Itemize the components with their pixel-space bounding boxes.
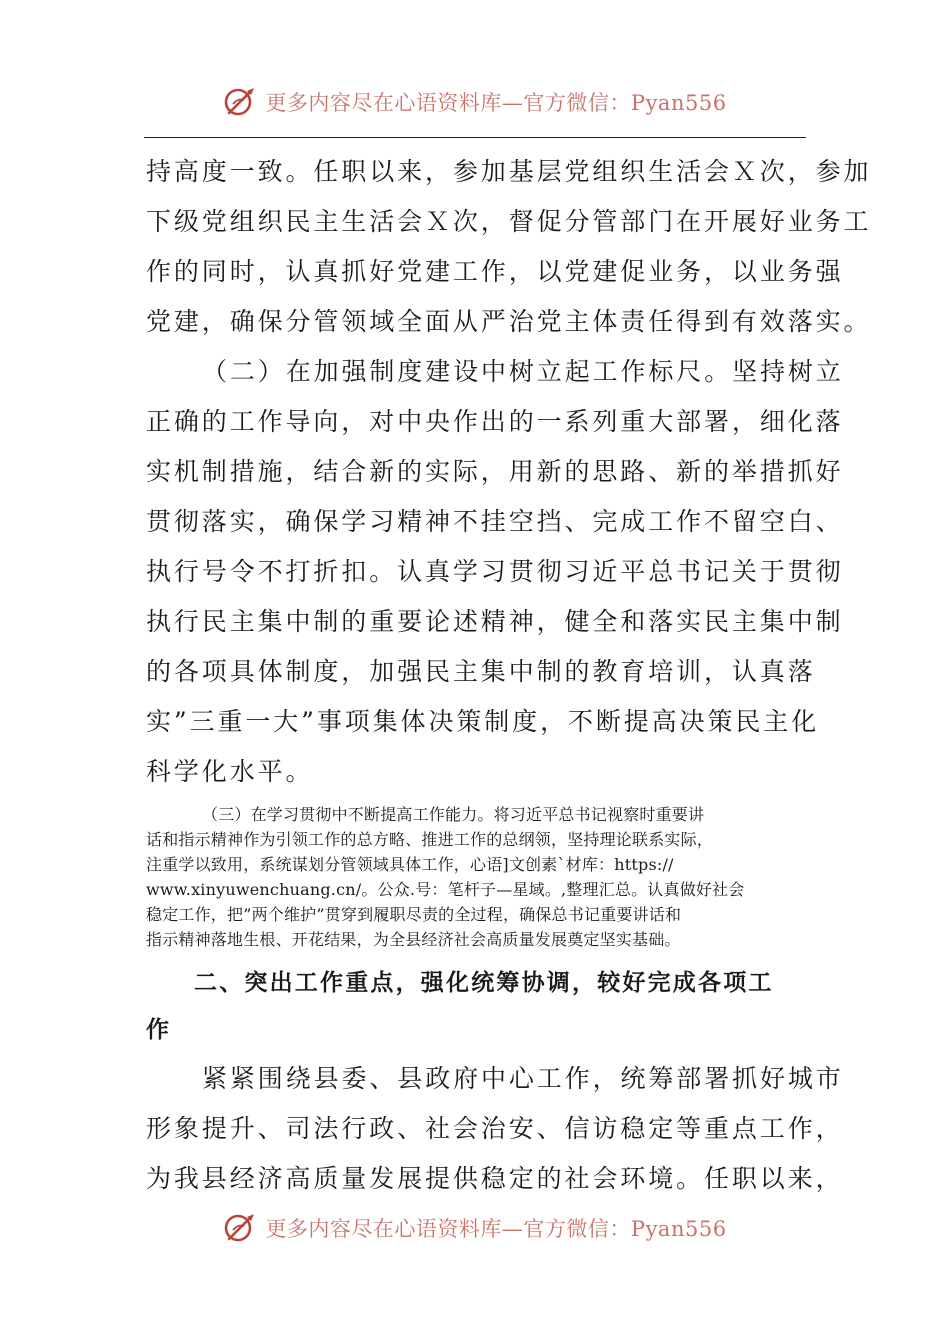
paragraph-4 xyxy=(146,1054,844,1204)
text-line: 执行号令不打折扣。认真学习贯彻习近平总书记关于贯彻 xyxy=(146,557,844,586)
text-line: 执行民主集中制的重要论述精神，健全和落实民主集中制 xyxy=(146,607,844,636)
document-body xyxy=(146,147,872,1204)
text-line: 科学化水平。 xyxy=(146,757,314,786)
text-line: 党建，确保分管领域全面从严治党主体责任得到有效落实。 xyxy=(146,307,872,336)
paragraph-1 xyxy=(146,147,872,347)
text-line: www.xinyuwenchuang.cn/。公众.号：笔杆子—星域。,整理汇总。认真做好社会 xyxy=(146,880,745,899)
text-line: 话和指示精神作为引领工作的总方略、推进工作的总纲领，坚持理论联系实际， xyxy=(146,830,714,849)
pen-circle-logo-icon xyxy=(223,86,257,118)
watermark-text: 更多内容尽在心语资料库—官方微信：Pyan556 xyxy=(265,1217,727,1241)
text-line: （三）在学习贯彻中不断提高工作能力。将习近平总书记视察时重要讲 xyxy=(202,805,705,824)
text-line: 的各项具体制度，加强民主集中制的教育培训，认真落 xyxy=(146,657,816,686)
text-line: 实”三重一大”事项集体决策制度，不断提高决策民主化 xyxy=(146,707,820,736)
text-line: 形象提升、司法行政、社会治安、信访稳定等重点工作， xyxy=(146,1114,844,1143)
paragraph-2 xyxy=(146,347,844,797)
text-line: 正确的工作导向，对中央作出的一系列重大部署，细化落 xyxy=(146,407,844,436)
header-watermark xyxy=(0,84,950,120)
text-line: 注重学以致用，系统谋划分管领域具体工作，心语]文创素`材库：https:// xyxy=(146,855,674,874)
text-line: 指示精神落地生根、开花结果，为全县经济社会高质量发展奠定坚实基础。 xyxy=(146,930,681,949)
heading-line: 二、突出工作重点，强化统筹协调，较好完成各项工 xyxy=(194,970,774,996)
text-line: 为我县经济高质量发展提供稳定的社会环境。任职以来， xyxy=(146,1164,844,1193)
text-line: 紧紧围绕县委、县政府中心工作，统筹部署抓好城市 xyxy=(202,1064,844,1093)
watermark-text: 更多内容尽在心语资料库—官方微信：Pyan556 xyxy=(265,91,727,115)
text-line: （二）在加强制度建设中树立起工作标尺。坚持树立 xyxy=(202,357,844,386)
paragraph-3-small xyxy=(146,802,806,952)
footer-watermark xyxy=(0,1210,950,1246)
section-heading xyxy=(146,960,806,1054)
header-divider xyxy=(144,137,806,138)
text-line: 作的同时，认真抓好党建工作，以党建促业务，以业务强 xyxy=(146,257,844,286)
text-line: 实机制措施，结合新的实际，用新的思路、新的举措抓好 xyxy=(146,457,844,486)
text-line: 贯彻落实，确保学习精神不挂空挡、完成工作不留空白、 xyxy=(146,507,844,536)
text-line: 持高度一致。任职以来，参加基层党组织生活会Ｘ次，参加 xyxy=(146,157,872,186)
text-line: 下级党组织民主生活会Ｘ次，督促分管部门在开展好业务工 xyxy=(146,207,872,236)
text-line: 稳定工作，把”两个维护”贯穿到履职尽责的全过程，确保总书记重要讲话和 xyxy=(146,905,682,924)
heading-line: 作 xyxy=(146,1017,172,1043)
pen-circle-logo-icon xyxy=(223,1212,257,1244)
